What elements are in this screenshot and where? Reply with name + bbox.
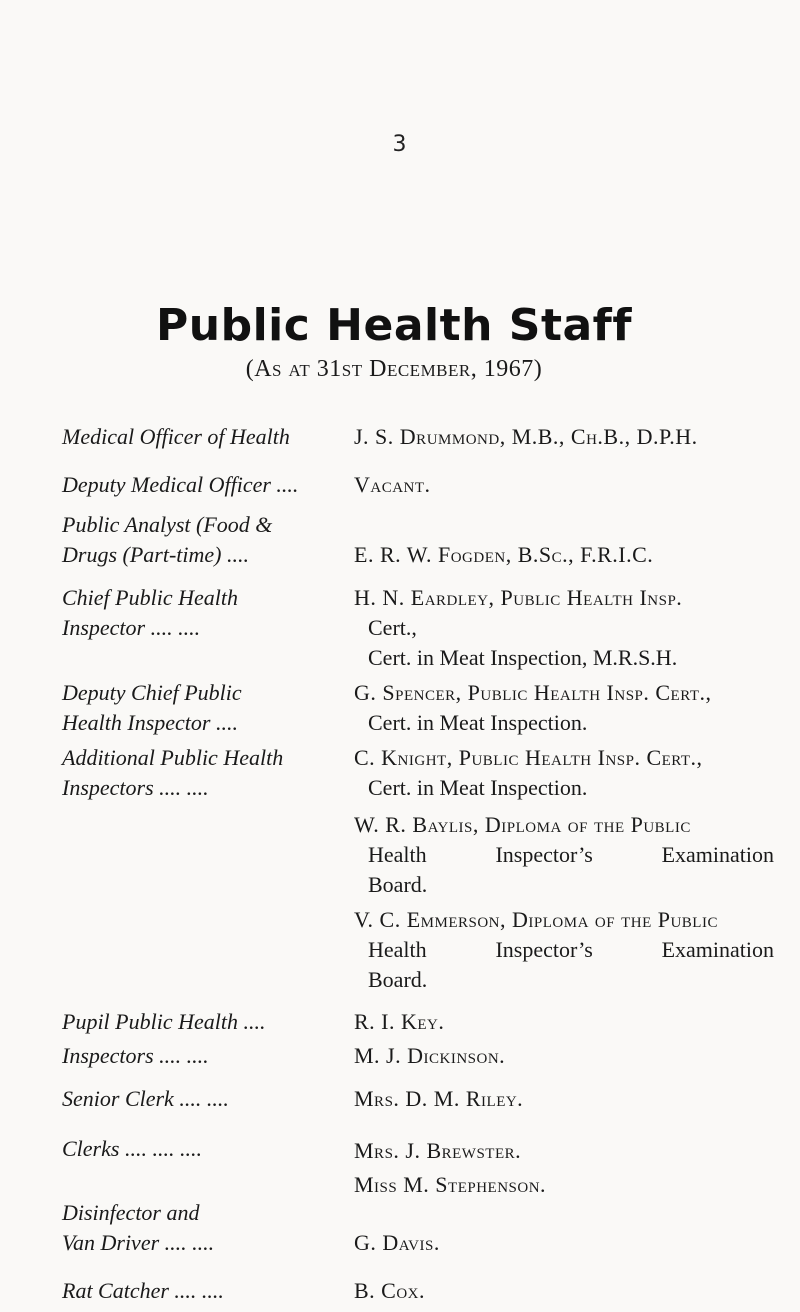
holder-line: Mrs. J. Brewster. <box>354 1138 522 1163</box>
role-label <box>62 1134 348 1164</box>
role-line: Public Analyst (Food & <box>62 512 273 537</box>
role-label <box>62 1005 348 1073</box>
holder-names <box>354 1005 774 1073</box>
page-title: Public Health Staff <box>156 300 632 351</box>
holder-names <box>354 1134 774 1202</box>
role-label <box>62 1198 348 1258</box>
role-line: Senior Clerk .... .... <box>62 1086 229 1111</box>
holder-names <box>354 678 774 738</box>
holder-names <box>354 1228 774 1258</box>
holder-line: G. Spencer, Public Health Insp. Cert., <box>354 680 712 705</box>
holder-names <box>354 905 774 995</box>
holder-line: Board. <box>368 967 428 992</box>
role-line: Deputy Chief Public <box>62 680 242 705</box>
role-line: Inspectors .... .... <box>62 1043 209 1068</box>
role-line: Disinfector and <box>62 1200 200 1225</box>
page-number: 3 <box>392 132 408 157</box>
holder-names <box>354 540 774 570</box>
holder-line: B. Cox. <box>354 1278 426 1303</box>
holder-names <box>354 1276 774 1306</box>
role-line: Clerks .... .... .... <box>62 1136 202 1161</box>
holder-line: Health Inspector’s Examination <box>368 842 774 867</box>
holder-line: W. R. Baylis, Diploma of the Public <box>354 812 691 837</box>
holder-line: Miss M. Stephenson. <box>354 1172 547 1197</box>
role-label <box>62 1084 348 1114</box>
holder-line: G. Davis. <box>354 1230 440 1255</box>
role-line: Inspectors .... .... <box>62 775 209 800</box>
role-label <box>62 422 348 452</box>
role-line: Drugs (Part-time) .... <box>62 542 249 567</box>
holder-names <box>354 810 774 900</box>
role-line: Rat Catcher .... .... <box>62 1278 224 1303</box>
holder-line: Health Inspector’s Examination <box>368 937 774 962</box>
role-line: Inspector .... .... <box>62 615 201 640</box>
role-line: Medical Officer of Health <box>62 424 290 449</box>
holder-line: J. S. Drummond, M.B., Ch.B., D.P.H. <box>354 424 698 449</box>
holder-names <box>354 583 774 673</box>
holder-line: H. N. Eardley, Public Health Insp. <box>354 585 683 610</box>
role-label <box>62 510 348 570</box>
page-subtitle: (As at 31st December, 1967) <box>245 356 543 382</box>
role-line: Chief Public Health <box>62 585 238 610</box>
holder-line: C. Knight, Public Health Insp. Cert., <box>354 745 703 770</box>
role-label <box>62 743 348 803</box>
holder-line: E. R. W. Fogden, B.Sc., F.R.I.C. <box>354 542 654 567</box>
holder-line: Mrs. D. M. Riley. <box>354 1086 524 1111</box>
holder-line: R. I. Key. <box>354 1009 445 1034</box>
holder-line: Vacant. <box>354 472 431 497</box>
holder-names <box>354 422 774 452</box>
holder-names <box>354 743 774 803</box>
role-label <box>62 678 348 738</box>
role-label <box>62 583 348 643</box>
holder-line: Board. <box>368 872 428 897</box>
role-label <box>62 470 348 500</box>
role-line: Health Inspector .... <box>62 710 238 735</box>
role-line: Deputy Medical Officer .... <box>62 472 299 497</box>
role-label <box>62 1276 348 1306</box>
role-line: Additional Public Health <box>62 745 284 770</box>
role-line: Pupil Public Health .... <box>62 1009 266 1034</box>
holder-line: Cert. in Meat Inspection, M.R.S.H. <box>368 645 678 670</box>
holder-line: Cert. in Meat Inspection. <box>368 710 588 735</box>
holder-line: Cert., <box>368 615 417 640</box>
role-line: Van Driver .... .... <box>62 1230 215 1255</box>
holder-names <box>354 1084 774 1114</box>
holder-line: Cert. in Meat Inspection. <box>368 775 588 800</box>
holder-line: M. J. Dickinson. <box>354 1043 506 1068</box>
holder-names <box>354 470 774 500</box>
holder-line: V. C. Emmerson, Diploma of the Public <box>354 907 718 932</box>
